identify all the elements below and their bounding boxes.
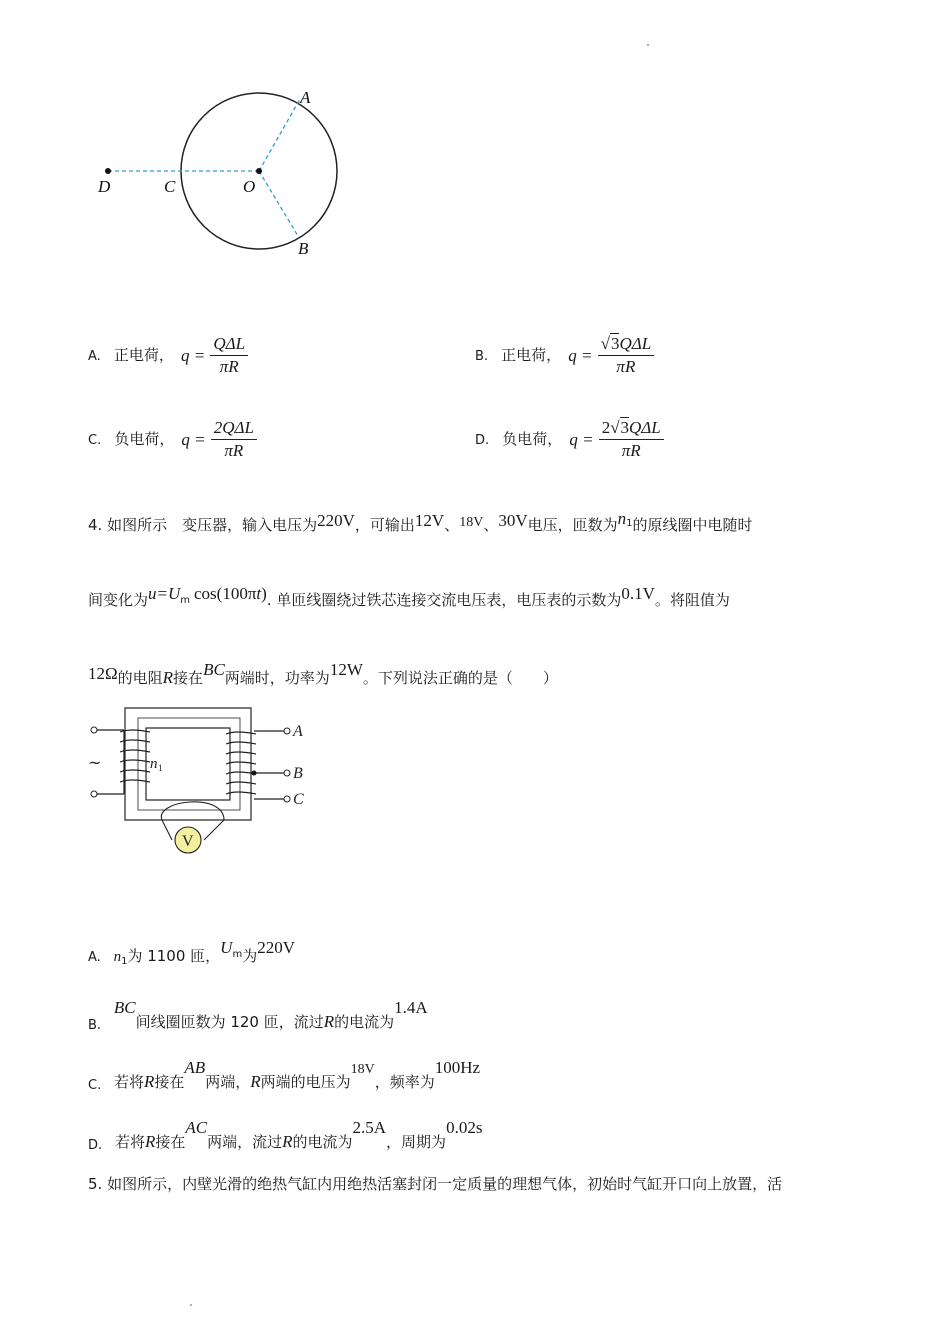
text-segment: 两端， (205, 1073, 251, 1091)
label-a: A (300, 88, 311, 107)
terminal-b (284, 770, 290, 776)
option-letter: A. (88, 950, 101, 965)
ac-symbol: AC (185, 1118, 208, 1137)
um-symbol: U (220, 938, 233, 957)
option-lhs: q = (181, 429, 206, 449)
turns-symbol: n (617, 509, 627, 528)
primary-terminal-top (91, 727, 97, 733)
power-value: 12W (329, 660, 363, 679)
text-segment: ，频率为 (374, 1073, 435, 1091)
text-segment: 如图所示 变压器，输入电压为 (107, 516, 318, 534)
q4-option-c[interactable] (88, 1054, 480, 1100)
primary-terminal-bottom (91, 791, 97, 797)
label-d: D (98, 177, 111, 196)
option-letter: A. (88, 349, 101, 364)
ab-symbol: AB (184, 1058, 206, 1077)
primary-coil (96, 730, 150, 794)
option-fraction (211, 418, 257, 461)
q4-option-a[interactable] (88, 934, 295, 976)
um-symbol: =U (156, 584, 181, 603)
circle-figure (90, 80, 360, 265)
text-segment: 接在 (173, 669, 204, 687)
label-c: C (293, 791, 304, 808)
question-text: 如图所示，内壁光滑的绝热气缸内用绝热活塞封闭一定质量的理想气体，初始时气缸开口向上放置，活 (107, 1175, 783, 1193)
r-symbol: R (250, 1072, 261, 1091)
text-segment: . 单匝线圈绕过铁芯连接交流电压表，电压表的示数为 (266, 591, 622, 609)
output-voltage-18: 18V (459, 515, 484, 530)
fraction-numerator: √3QΔL (598, 334, 655, 356)
text-segment: 接在 (154, 1073, 185, 1091)
frequency-value: 100Hz (434, 1058, 481, 1077)
r-symbol: R (282, 1132, 293, 1151)
um-subscript: m (232, 949, 243, 960)
text-segment: ，可输出 (354, 516, 415, 534)
text-segment: 的电流为 (292, 1133, 353, 1151)
r-symbol: R (144, 1132, 156, 1151)
label-o: O (243, 177, 256, 196)
output-voltage-30: 30V (498, 511, 528, 530)
terminal-a (284, 728, 290, 734)
r-symbol: R (323, 1012, 335, 1031)
fraction-numerator: 2QΔL (211, 418, 257, 440)
sqrt-radicand: 3 (610, 334, 620, 353)
text-segment: 、 (483, 516, 499, 534)
text-segment: 接在 (155, 1133, 186, 1151)
input-voltage: 220V (317, 511, 355, 530)
cos-expression: cos(100π (194, 584, 257, 603)
label-b: B (293, 765, 303, 782)
text-segment: 两端时，功率为 (224, 669, 330, 687)
voltmeter-label: V (182, 833, 194, 850)
option-letter: B. (475, 349, 489, 364)
close-paren: ) (261, 584, 267, 603)
bc-symbol: BC (203, 660, 225, 679)
point-d (105, 168, 111, 174)
transformer-figure (84, 700, 314, 860)
terminal-c (284, 796, 290, 802)
ac-source-symbol: ~ (88, 753, 102, 772)
text-segment: 两端的电压为 (260, 1073, 351, 1091)
option-sign: 负电荷， (502, 430, 563, 448)
u-symbol: u (148, 584, 157, 603)
option-letter: D. (88, 1138, 103, 1153)
turns-subscript: 1 (626, 518, 633, 529)
n1-subscript: 1 (158, 763, 163, 773)
sqrt-radicand: 3 (620, 418, 630, 437)
label-a: A (293, 723, 303, 740)
voltage-value: 220V (257, 938, 295, 957)
fraction-denominator: πR (219, 357, 239, 376)
text-segment: 。下列说法正确的是（ ） (362, 669, 558, 687)
text-segment: 、 (444, 516, 460, 534)
option-fraction (599, 418, 664, 461)
bc-symbol: BC (113, 998, 136, 1017)
secondary-coil (226, 731, 284, 799)
r-symbol: R (162, 668, 174, 687)
option-sign: 负电荷， (114, 430, 175, 448)
text-segment: 为 1100 匝， (127, 947, 221, 965)
text-segment: 电压，匝数为 (527, 516, 618, 534)
dashed-line-o-a (259, 99, 300, 171)
tap-point (252, 771, 257, 776)
page-mark-bottom (190, 1304, 192, 1306)
fraction-denominator: πR (616, 357, 636, 376)
text-segment: 间线圈匝数为 120 匝，流过 (135, 1013, 324, 1031)
output-voltage-12: 12V (414, 511, 445, 530)
q3-option-a[interactable] (88, 334, 248, 377)
option-letter: D. (475, 433, 490, 448)
option-letter: B. (88, 1018, 102, 1033)
fraction-numerator: 2√3QΔL (599, 418, 664, 440)
text-segment: 若将 (114, 1133, 145, 1151)
question-number: 5. (88, 1175, 103, 1193)
point-o (256, 168, 262, 174)
period-value: 0.02s (446, 1118, 483, 1137)
current-value: 1.4A (394, 998, 428, 1017)
meter-reading: 0.1V (621, 584, 655, 603)
numerator-prefix: 2 (601, 418, 611, 437)
turns-subscript: 1 (121, 956, 128, 967)
numerator-rest: QΔL (629, 418, 661, 437)
option-sign: 正电荷， (501, 346, 562, 364)
option-lhs: q = (569, 429, 594, 449)
fraction-numerator: QΔL (210, 334, 248, 356)
text-segment: 的原线圈中电随时 (632, 516, 753, 534)
text-segment: 间变化为 (88, 591, 149, 609)
q3-option-b[interactable] (475, 334, 654, 377)
option-fraction (210, 334, 248, 377)
fraction-denominator: πR (224, 441, 244, 460)
q4-line-2 (88, 580, 730, 615)
text-segment: 的电流为 (334, 1013, 395, 1031)
q4-option-b[interactable] (88, 994, 428, 1040)
um-subscript: m (180, 595, 191, 606)
t-symbol: t (256, 584, 262, 603)
text-segment: 为 (242, 947, 258, 965)
text-segment: ，周期为 (386, 1133, 447, 1151)
label-b: B (298, 239, 309, 258)
single-turn-loop (161, 802, 224, 820)
option-letter: C. (88, 433, 102, 448)
option-letter: C. (88, 1078, 102, 1093)
q4-option-d[interactable] (88, 1114, 482, 1160)
dashed-line-o-b (259, 171, 298, 236)
option-fraction (598, 334, 655, 377)
q4-line-1 (88, 505, 753, 539)
option-lhs: q = (568, 345, 593, 365)
fraction-denominator: πR (621, 441, 641, 460)
resistance-value: 12Ω (88, 664, 118, 683)
page-mark-top (647, 44, 649, 46)
text-segment: 。将阻值为 (654, 591, 730, 609)
option-lhs: q = (181, 345, 206, 365)
q5-line-1 (88, 1172, 782, 1196)
label-c: C (164, 177, 176, 196)
q3-option-c[interactable] (88, 418, 257, 461)
current-value: 2.5A (352, 1118, 387, 1137)
numerator-rest: QΔL (619, 334, 652, 353)
text-segment: 的电阻 (117, 669, 163, 687)
voltage-value: 18V (350, 1062, 375, 1077)
q4-line-3 (88, 656, 558, 692)
question-number: 4. (88, 516, 103, 534)
option-sign: 正电荷， (113, 346, 174, 364)
q3-option-d[interactable] (475, 418, 664, 461)
text-segment: 若将 (114, 1073, 145, 1091)
n1-label: n (150, 756, 158, 772)
text-segment: 两端，流过 (207, 1133, 283, 1151)
core-outer (125, 708, 251, 820)
r-symbol: R (144, 1072, 155, 1091)
turns-symbol: n (113, 949, 122, 965)
